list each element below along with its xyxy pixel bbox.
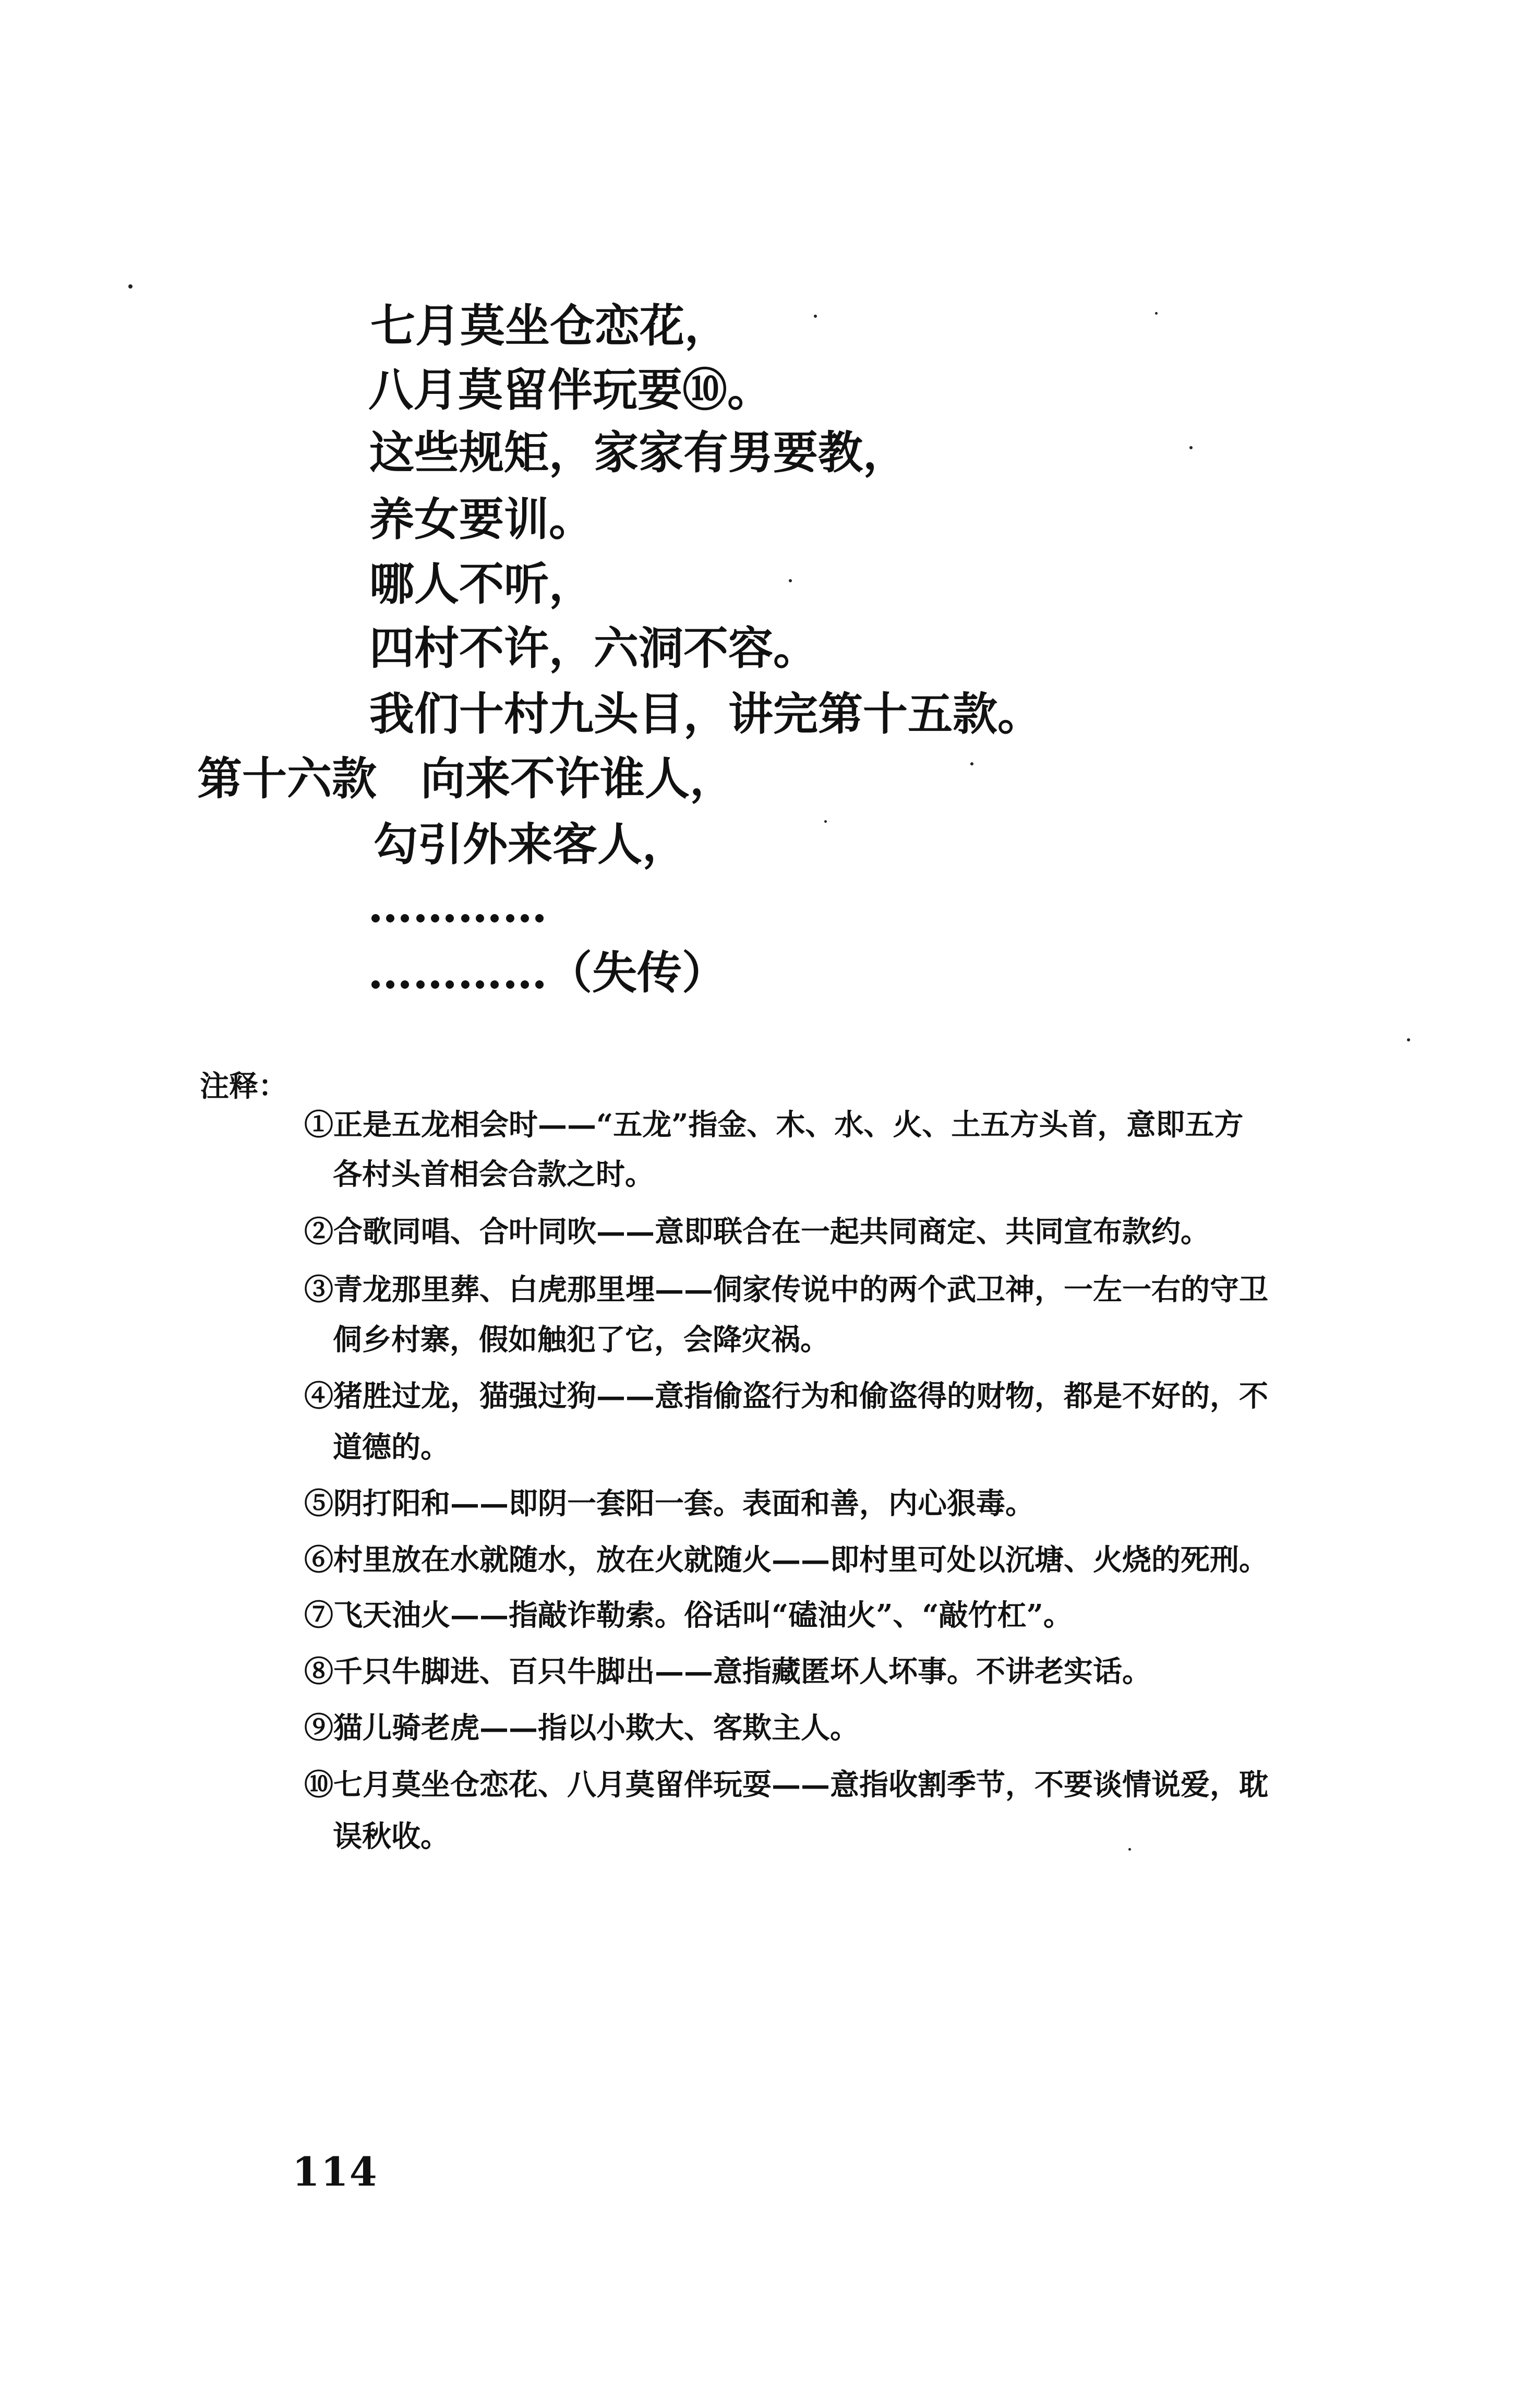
section-line-1: 向来不许谁人， xyxy=(420,752,735,805)
scan-speck xyxy=(128,284,133,289)
verse-line-4: 养女要训。 xyxy=(369,493,594,546)
page-number: 114 xyxy=(292,2149,378,2195)
note-line: 各村头首相会合款之时。 xyxy=(333,1157,654,1192)
note-line: ①正是五龙相会时——“五龙”指金、木、水、火、土五方头首，意即五方 xyxy=(304,1108,1244,1142)
verse-line-5: 哪人不听， xyxy=(369,558,594,610)
scan-speck xyxy=(1128,1848,1131,1851)
scan-speck xyxy=(824,820,827,823)
note-line: 侗乡村寨，假如触犯了它，会降灾祸。 xyxy=(333,1323,829,1357)
section-line-2: 勾引外来客人， xyxy=(373,818,687,871)
scan-speck xyxy=(789,579,792,582)
scan-speck xyxy=(1189,446,1193,449)
note-line: ⑥村里放在水就随水，放在火就随火——即村里可处以沉塘、火烧的死刑。 xyxy=(304,1543,1268,1577)
verse-line-3: 这些规矩，家家有男要教， xyxy=(369,426,908,479)
note-line: ⑦飞天油火——指敲诈勒索。俗话叫“磕油火”、“敲竹杠”。 xyxy=(304,1598,1073,1633)
verse-line-1: 七月莫坐仓恋花， xyxy=(370,299,729,352)
note-line: ②合歌同唱、合叶同吹——意即联合在一起共同商定、共同宣布款约。 xyxy=(304,1215,1210,1249)
note-line: ⑨猫儿骑老虎——指以小欺大、客欺主人。 xyxy=(304,1711,859,1745)
note-line: ⑩七月莫坐仓恋花、八月莫留伴玩耍——意指收割季节，不要谈情说爱，耽 xyxy=(304,1768,1268,1802)
scan-speck xyxy=(1407,1038,1410,1041)
notes-heading: 注释： xyxy=(200,1069,287,1103)
verse-line-6: 四村不许，六洞不容。 xyxy=(369,622,818,675)
scan-speck xyxy=(814,315,817,318)
note-line: ⑤阴打阳和——即阴一套阳一套。表面和善，内心狠毒。 xyxy=(304,1486,1034,1521)
ellipsis-line-2: …………（失传） xyxy=(368,946,727,999)
note-line: 道德的。 xyxy=(333,1430,450,1465)
scan-speck xyxy=(970,762,973,765)
verse-line-7: 我们十村九头目，讲完第十五款。 xyxy=(369,688,1042,740)
note-line: ⑧千只牛脚进、百只牛脚出——意指藏匿坏人坏事。不讲老实话。 xyxy=(304,1654,1151,1689)
note-line: ③青龙那里葬、白虎那里埋——侗家传说中的两个武卫神，一左一右的守卫 xyxy=(304,1273,1268,1307)
ellipsis-line-1: ………… xyxy=(368,880,547,933)
scan-speck xyxy=(1155,312,1158,315)
verse-line-2: 八月莫留伴玩要⑩。 xyxy=(368,364,772,416)
note-line: ④猪胜过龙，猫强过狗——意指偷盗行为和偷盗得的财物，都是不好的，不 xyxy=(304,1379,1268,1413)
note-line: 误秋收。 xyxy=(333,1819,450,1854)
section-label: 第十六款 xyxy=(197,752,377,805)
